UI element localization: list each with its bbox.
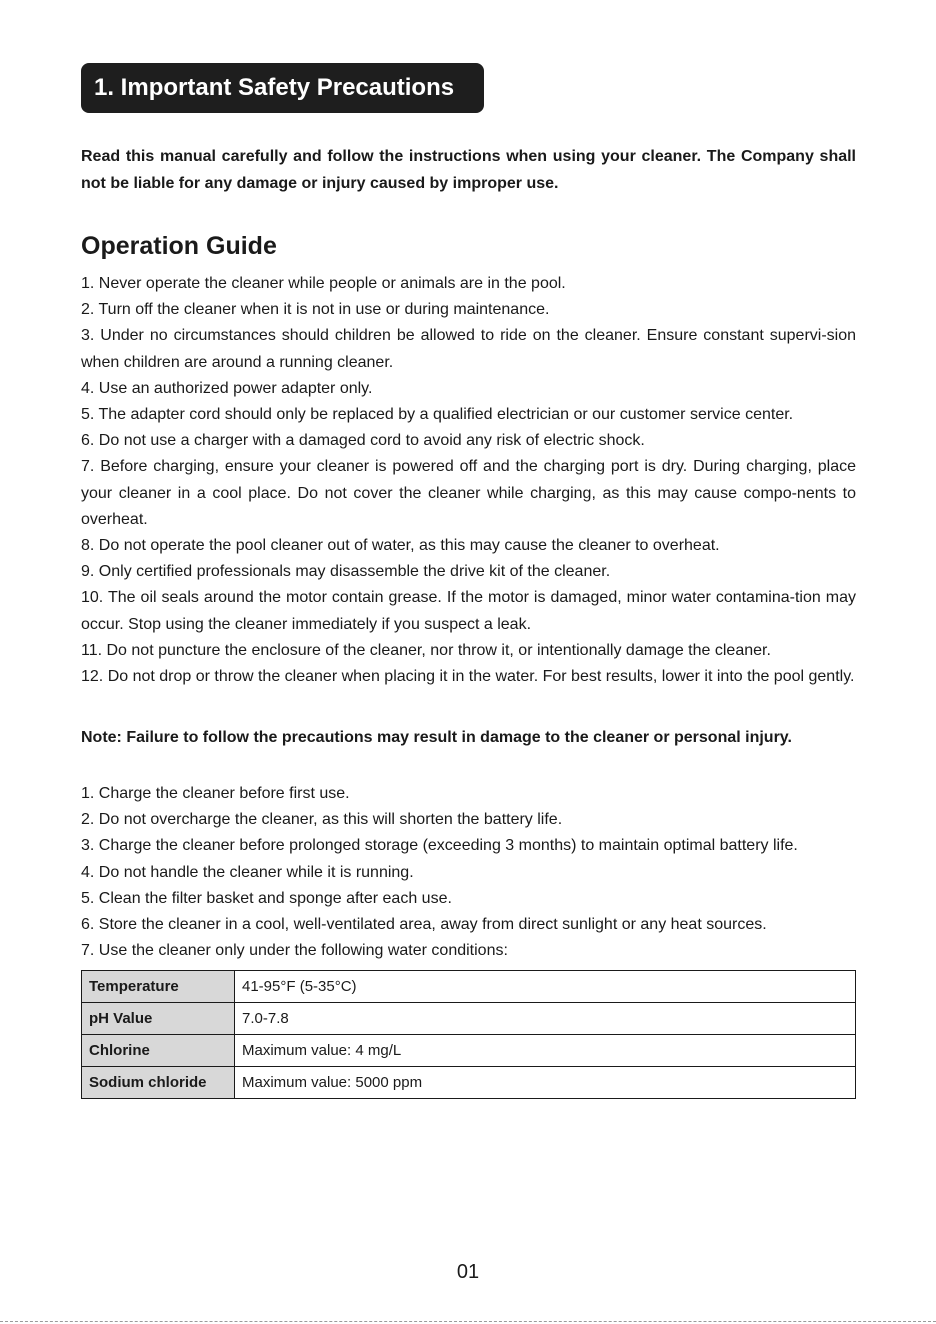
list-item: 12. Do not drop or throw the cleaner when placing it in the water. For best results, lower it into the pool gently. (81, 668, 855, 686)
table-row (82, 1003, 856, 1035)
condition-value: Maximum value: 5000 ppm (235, 1067, 856, 1099)
list-item: 7. Before charging, ensure your cleaner is powered off and the charging port is dry. During charging, place your cleaner in a cool place. Do not cover the cleaner while charging, as this may cause compo-nents to overheat. (81, 458, 856, 528)
condition-label: Sodium chloride (82, 1067, 235, 1099)
condition-label: Chlorine (82, 1035, 235, 1067)
list-item: 9. Only certified professionals may disassemble the drive kit of the cleaner. (81, 563, 611, 581)
condition-value: 41-95°F (5-35°C) (235, 971, 856, 1003)
list-item: 4. Use an authorized power adapter only. (81, 379, 373, 397)
list-item: 7. Use the cleaner only under the following water conditions: (81, 942, 508, 960)
bottom-divider (0, 1321, 936, 1322)
condition-value: 7.0-7.8 (235, 1003, 856, 1035)
table-row (82, 1035, 856, 1067)
water-conditions-table (81, 970, 856, 1099)
table-row (82, 1067, 856, 1099)
list-item: 1. Charge the cleaner before first use. (81, 785, 350, 802)
condition-label: Temperature (82, 971, 235, 1003)
precautions-note: Note: Failure to follow the precautions may result in damage to the cleaner or personal injury. (81, 729, 792, 746)
list-item: 10. The oil seals around the motor contain grease. If the motor is damaged, minor water contamina-tion may occur. Stop using the cleaner immediately if you suspect a leak. (81, 589, 856, 633)
operation-guide-list (81, 271, 856, 690)
list-item: 2. Turn off the cleaner when it is not in use or during maintenance. (81, 301, 550, 319)
list-item: 11. Do not puncture the enclosure of the cleaner, nor throw it, or intentionally damage the cleaner. (81, 641, 771, 659)
table-row (82, 971, 856, 1003)
care-list (81, 781, 856, 964)
condition-value: Maximum value: 4 mg/L (235, 1035, 856, 1067)
list-item: 6. Do not use a charger with a damaged cord to avoid any risk of electric shock. (81, 432, 645, 450)
condition-label: pH Value (82, 1003, 235, 1035)
list-item: 2. Do not overcharge the cleaner, as this will shorten the battery life. (81, 811, 563, 829)
list-item: 8. Do not operate the pool cleaner out of water, as this may cause the cleaner to overheat. (81, 537, 720, 555)
list-item: 5. Clean the filter basket and sponge after each use. (81, 889, 452, 907)
page-number: 01 (456, 1261, 480, 1283)
list-item: 1. Never operate the cleaner while people or animals are in the pool. (81, 275, 566, 292)
section-title-banner (81, 63, 484, 113)
list-item: 5. The adapter cord should only be replaced by a qualified electrician or our customer service center. (81, 406, 794, 424)
list-item: 3. Under no circumstances should children be allowed to ride on the cleaner. Ensure constant supervi-sion when children are around a running cleaner. (81, 327, 856, 371)
intro-paragraph: Read this manual carefully and follow the instructions when using your cleaner. The Company shall not be liable for any damage or injury caused by improper use. (81, 148, 856, 192)
operation-guide-heading: Operation Guide (81, 232, 277, 260)
list-item: 3. Charge the cleaner before prolonged storage (exceeding 3 months) to maintain optimal battery life. (81, 837, 798, 855)
section-title: 1. Important Safety Precautions (94, 74, 455, 101)
list-item: 4. Do not handle the cleaner while it is running. (81, 863, 414, 881)
list-item: 6. Store the cleaner in a cool, well-ventilated area, away from direct sunlight or any heat sources. (81, 916, 767, 934)
